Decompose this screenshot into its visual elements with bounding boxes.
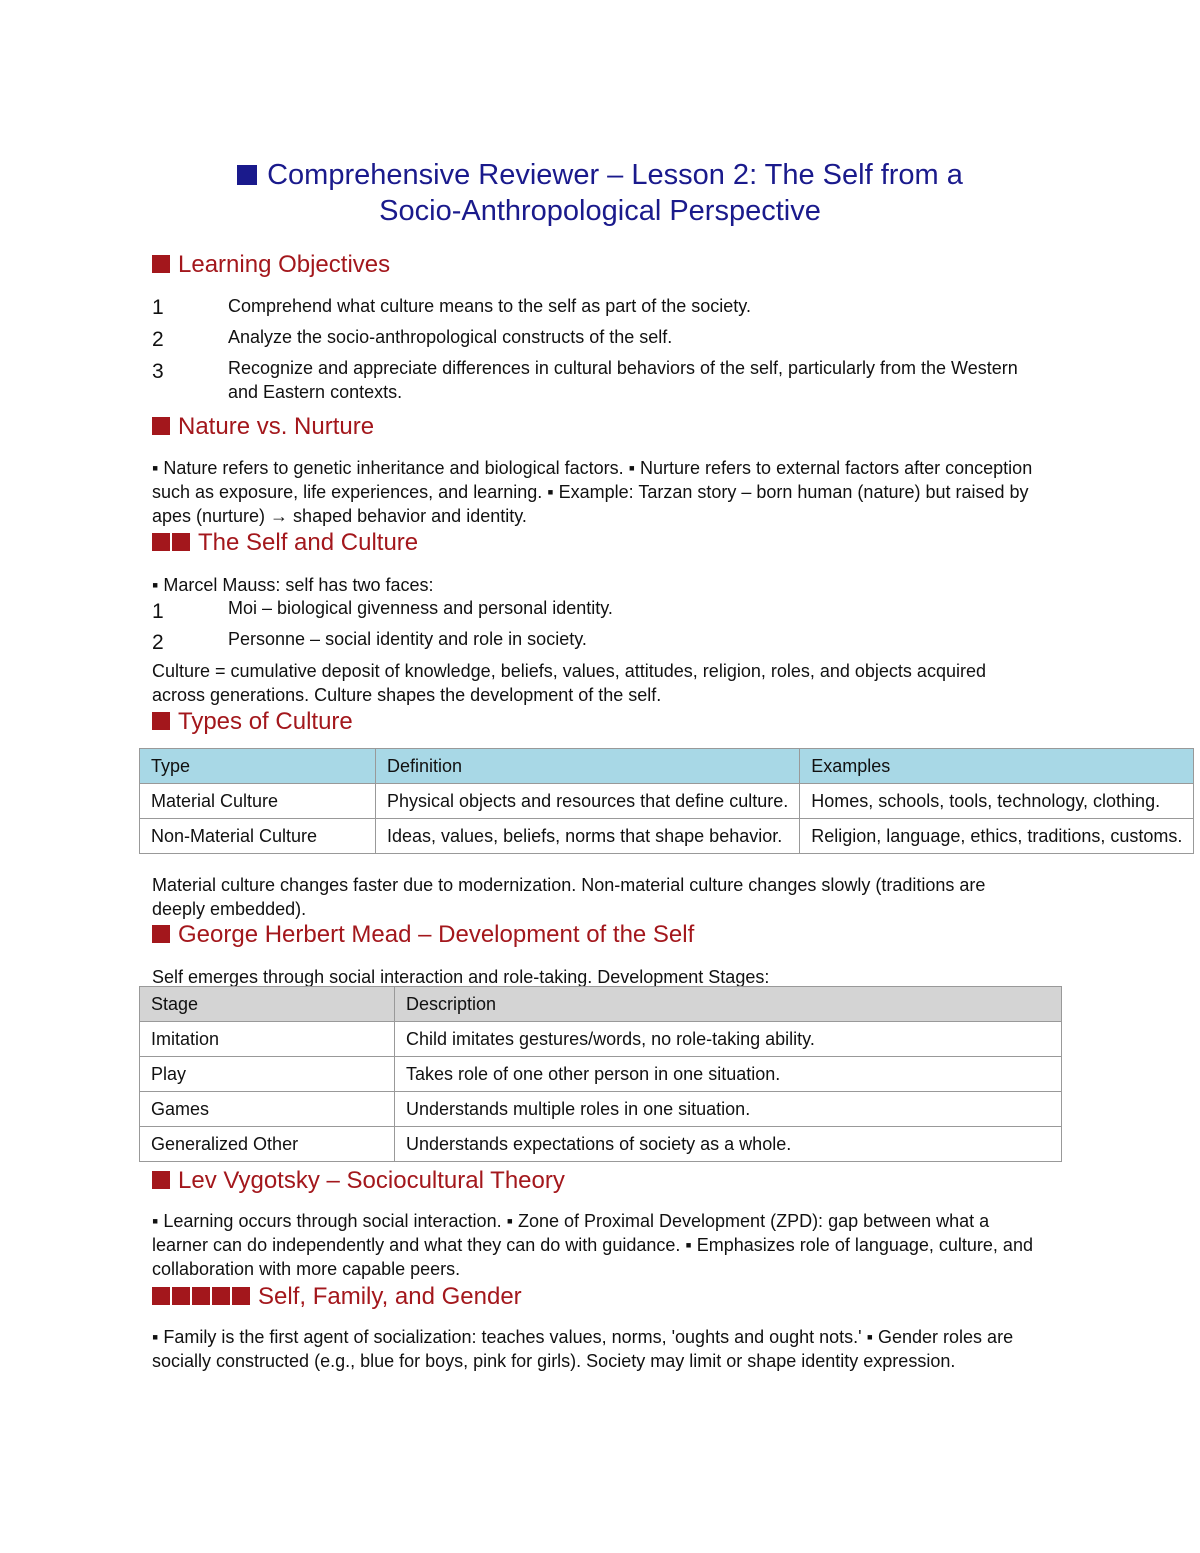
list-number: 3 (152, 360, 164, 383)
table-cell: Takes role of one other person in one situation. (395, 1057, 1062, 1092)
heading-nature-nurture: Nature vs. Nurture (152, 412, 374, 442)
table-row (140, 1057, 1062, 1092)
objective-item: Analyze the socio-anthropological constructs of the self. (228, 327, 673, 347)
mead-intro: Self emerges through social interaction and role-taking. Development Stages: (152, 967, 770, 987)
table-cell: Imitation (140, 1022, 395, 1057)
table-cell: Play (140, 1057, 395, 1092)
square-bullet-icon (152, 417, 170, 435)
square-bullet-icon (237, 165, 257, 185)
square-bullet-icon (152, 255, 170, 273)
culture-change-note: Material culture changes faster due to modernization. Non-material culture changes slowly (traditions are deeply embedded). (152, 875, 986, 919)
list-number: 1 (152, 296, 164, 319)
square-bullet-icon (152, 712, 170, 730)
table-cell: Child imitates gestures/words, no role-taking ability. (395, 1022, 1062, 1057)
table-cell: Generalized Other (140, 1127, 395, 1162)
mead-stages-table (139, 986, 1062, 1162)
column-header: Description (395, 987, 1062, 1022)
column-header: Examples (800, 749, 1194, 784)
objective-item: Comprehend what culture means to the self as part of the society. (228, 296, 751, 316)
table-cell: Understands multiple roles in one situation. (395, 1092, 1062, 1127)
mauss-item: Moi – biological givenness and personal identity. (228, 598, 613, 618)
table-header-row (140, 987, 1062, 1022)
heading-types-culture: Types of Culture (152, 707, 353, 737)
table-cell: Non-Material Culture (140, 819, 376, 854)
column-header: Definition (376, 749, 800, 784)
list-number: 2 (152, 631, 164, 654)
mauss-intro: ▪ Marcel Mauss: self has two faces: (152, 575, 434, 595)
column-header: Stage (140, 987, 395, 1022)
square-bullet-icon (152, 925, 170, 943)
heading-self-culture: The Self and Culture (152, 528, 418, 558)
square-bullet-icon (172, 1287, 190, 1305)
square-bullet-icon (152, 533, 170, 551)
table-cell: Material Culture (140, 784, 376, 819)
square-bullet-icon (152, 1287, 170, 1305)
table-cell: Games (140, 1092, 395, 1127)
square-bullet-icon (152, 1171, 170, 1189)
types-of-culture-table (139, 748, 1194, 854)
nature-paragraph: ▪ Nature refers to genetic inheritance and biological factors. ▪ Nurture refers to external factors after conception such as exposure, life experiences, and learning. ▪ Example: Tarzan story – born human (nature) but raised by apes (nurture) → shaped behavior and identity. (152, 458, 1033, 526)
table-header-row (140, 749, 1194, 784)
heading-family-gender: Self, Family, and Gender (152, 1282, 522, 1312)
table-row (140, 1092, 1062, 1127)
table-cell: Physical objects and resources that define culture. (376, 784, 800, 819)
square-bullet-icon (232, 1287, 250, 1305)
square-bullet-icon (192, 1287, 210, 1305)
list-number: 1 (152, 600, 164, 623)
square-bullet-icon (172, 533, 190, 551)
objective-item: Recognize and appreciate differences in cultural behaviors of the self, particularly from the Western and Eastern contexts. (228, 358, 1018, 402)
heading-vygotsky: Lev Vygotsky – Sociocultural Theory (152, 1166, 565, 1196)
mauss-item: Personne – social identity and role in society. (228, 629, 587, 649)
table-row (140, 784, 1194, 819)
table-cell: Understands expectations of society as a whole. (395, 1127, 1062, 1162)
family-paragraph: ▪ Family is the first agent of socialization: teaches values, norms, 'oughts and ought nots.' ▪ Gender roles are socially constructed (e.g., blue for boys, pink for girls). Society may limit or shape identity expression. (152, 1327, 1014, 1371)
table-cell: Ideas, values, beliefs, norms that shape behavior. (376, 819, 800, 854)
table-row (140, 1022, 1062, 1057)
heading-mead: George Herbert Mead – Development of the Self (152, 920, 694, 950)
table-row (140, 819, 1194, 854)
culture-paragraph: Culture = cumulative deposit of knowledge, beliefs, values, attitudes, religion, roles, and objects acquired across generations. Culture shapes the development of the self. (152, 661, 986, 705)
page-title-line2: Socio-Anthropological Perspective (379, 195, 821, 227)
column-header: Type (140, 749, 376, 784)
square-bullet-icon (212, 1287, 230, 1305)
list-number: 2 (152, 328, 164, 351)
table-row (140, 1127, 1062, 1162)
table-cell: Religion, language, ethics, traditions, customs. (800, 819, 1194, 854)
heading-learning-objectives: Learning Objectives (152, 250, 390, 280)
vygotsky-paragraph: ▪ Learning occurs through social interaction. ▪ Zone of Proximal Development (ZPD): gap between what a learner can do independently and what they can do with guidance. ▪ Emphasizes role of language, culture, and collaboration with more capable peers. (152, 1211, 1033, 1279)
page-title: Comprehensive Reviewer – Lesson 2: The Self from a (0, 157, 1200, 193)
table-cell: Homes, schools, tools, technology, clothing. (800, 784, 1194, 819)
